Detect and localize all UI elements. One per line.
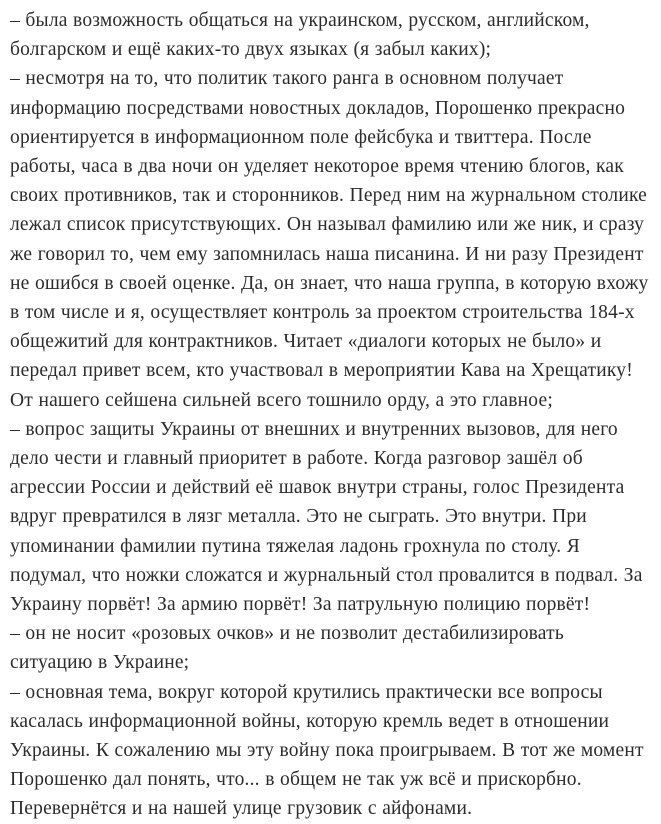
paragraph-3: – вопрос защиты Украины от внешних и внутренних вызовов, для него дело чести и главный приоритет в работе. Когда разговор зашёл об агрессии России и действий её шавок внутри страны, голос Президента вдруг превратился в лязг металла. Это не сыграть. Это внутри. При упоминании фамилии путина тяжелая ладонь грохнула по столу. Я подумал, что ножки сложатся и журнальный стол провалится в подвал. За Украину порвёт! За армию порвёт! За патрульную полицию порвёт! (10, 418, 643, 616)
paragraph-2: – несмотря на то, что политик такого ранга в основном получает информацию посредствами новостных докладов, Порошенко прекрасно ориентируется в информационном поле фейсбука и твиттера. После работы, часа в два ночи он уделяет некоторое время чтению блогов, как своих противников, так и сторонников. Перед ним на журнальном столике лежал список присутствующих. Он называл фамилию или же ник, и сразу же говорил то, чем ему запомнилась наша писанина. И ни разу Президент не ошибся в своей оценке. Да, он знает, что наша группа, в которую вхожу в том числе и я, осуществляет контроль за проектом строительства 184-х общежитий для контрактников. Читает «диалоги которых не было» и передал привет всем, кто участвовал в мероприятии Кава на Хрещатику! От нашего сейшена сильней всего тошнило орду, а это главное; (10, 68, 649, 411)
paragraph-4: – он не носит «розовых очков» и не позволит дестабилизировать ситуацию в Украине; (10, 623, 564, 674)
paragraph-5: – основная тема, вокруг которой крутились практически все вопросы касалась информационной войны, которую кремль ведет в отношении Украины. К сожалению мы эту войну пока проигрываем. В тот же момент Порошенко дал понять, что... в общем не так уж всё и прискорбно. Перевернётся и на нашей улице грузовик с айфонами. (10, 681, 644, 820)
paragraph-1: – была возможность общаться на украинском, русском, английском, болгарском и ещё каких-то двух языках (я забыл каких); (10, 10, 590, 61)
